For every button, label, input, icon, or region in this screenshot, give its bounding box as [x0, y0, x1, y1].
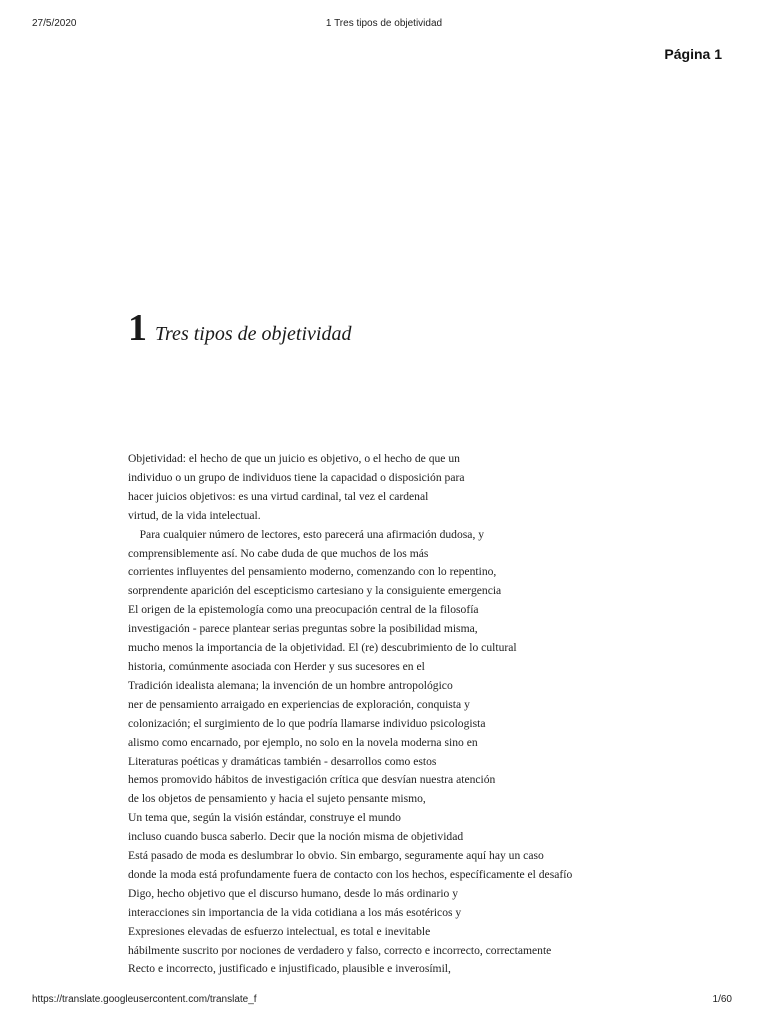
- text-line: alismo como encarnado, por ejemplo, no solo en la novela moderna sino en: [128, 735, 478, 749]
- text-line: Para cualquier número de lectores, esto parecerá una afirmación dudosa, y: [128, 527, 485, 541]
- footer-page-count: 1/60: [712, 994, 732, 1005]
- footer-url: https://translate.googleusercontent.com/translate_f: [32, 994, 257, 1005]
- text-line: Recto e incorrecto, justificado e injustificado, plausible e inverosímil,: [128, 962, 451, 976]
- chapter-title: Tres tipos de objetividad: [155, 323, 352, 345]
- header-title: 1 Tres tipos de objetividad: [325, 18, 443, 29]
- text-line: corrientes influyentes del pensamiento moderno, comenzando con lo repentino,: [128, 565, 497, 579]
- text-line: colonización; el surgimiento de lo que podría llamarse individuo psicologista: [128, 716, 486, 730]
- text-line: Digo, hecho objetivo que el discurso humano, desde lo más ordinario y: [128, 886, 459, 900]
- text-line: mucho menos la importancia de la objetividad. El (re) descubrimiento de lo cultural: [128, 641, 517, 655]
- text-line: El origen de la epistemología como una preocupación central de la filosofía: [128, 603, 479, 617]
- header-date: 27/5/2020: [32, 18, 77, 29]
- text-line: Literaturas poéticas y dramáticas también - desarrollos como estos: [128, 754, 437, 768]
- text-line: investigación - parece plantear serias preguntas sobre la posibilidad misma,: [128, 622, 478, 636]
- text-line: comprensiblemente así. No cabe duda de que muchos de los más: [128, 546, 429, 560]
- body-text: [128, 450, 608, 979]
- text-line: Está pasado de moda es deslumbrar lo obvio. Sin embargo, seguramente aquí hay un caso: [128, 849, 544, 863]
- text-line: interacciones sin importancia de la vida cotidiana a los más esotéricos y: [128, 905, 462, 919]
- text-line: individuo o un grupo de individuos tiene la capacidad o disposición para: [128, 470, 465, 484]
- text-line: hemos promovido hábitos de investigación crítica que desvían nuestra atención: [128, 773, 496, 787]
- chapter-number: 1: [128, 307, 147, 349]
- text-line: de los objetos de pensamiento y hacia el sujeto pensante mismo,: [128, 792, 426, 806]
- page-label: Página 1: [664, 46, 722, 62]
- text-line: Objetividad: el hecho de que un juicio es objetivo, o el hecho de que un: [128, 452, 460, 465]
- text-line: Tradición idealista alemana; la invención de un hombre antropológico: [128, 678, 453, 692]
- chapter-heading: [128, 306, 351, 350]
- text-line: Expresiones elevadas de esfuerzo intelectual, es total e inevitable: [128, 924, 431, 938]
- text-line: historia, comúnmente asociada con Herder y sus sucesores en el: [128, 659, 425, 673]
- text-line: virtud, de la vida intelectual.: [128, 508, 261, 522]
- text-line: donde la moda está profundamente fuera de contacto con los hechos, específicamente el desafío: [128, 867, 573, 881]
- text-line: hacer juicios objetivos: es una virtud cardinal, tal vez el cardenal: [128, 489, 429, 503]
- text-line: incluso cuando busca saberlo. Decir que la noción misma de objetividad: [128, 830, 464, 844]
- text-line: Un tema que, según la visión estándar, construye el mundo: [128, 811, 401, 825]
- text-line: sorprendente aparición del escepticismo cartesiano y la consiguiente emergencia: [128, 584, 502, 598]
- text-line: ner de pensamiento arraigado en experiencias de exploración, conquista y: [128, 697, 470, 711]
- text-line: hábilmente suscrito por nociones de verdadero y falso, correcto e incorrecto, correctamente: [128, 943, 552, 957]
